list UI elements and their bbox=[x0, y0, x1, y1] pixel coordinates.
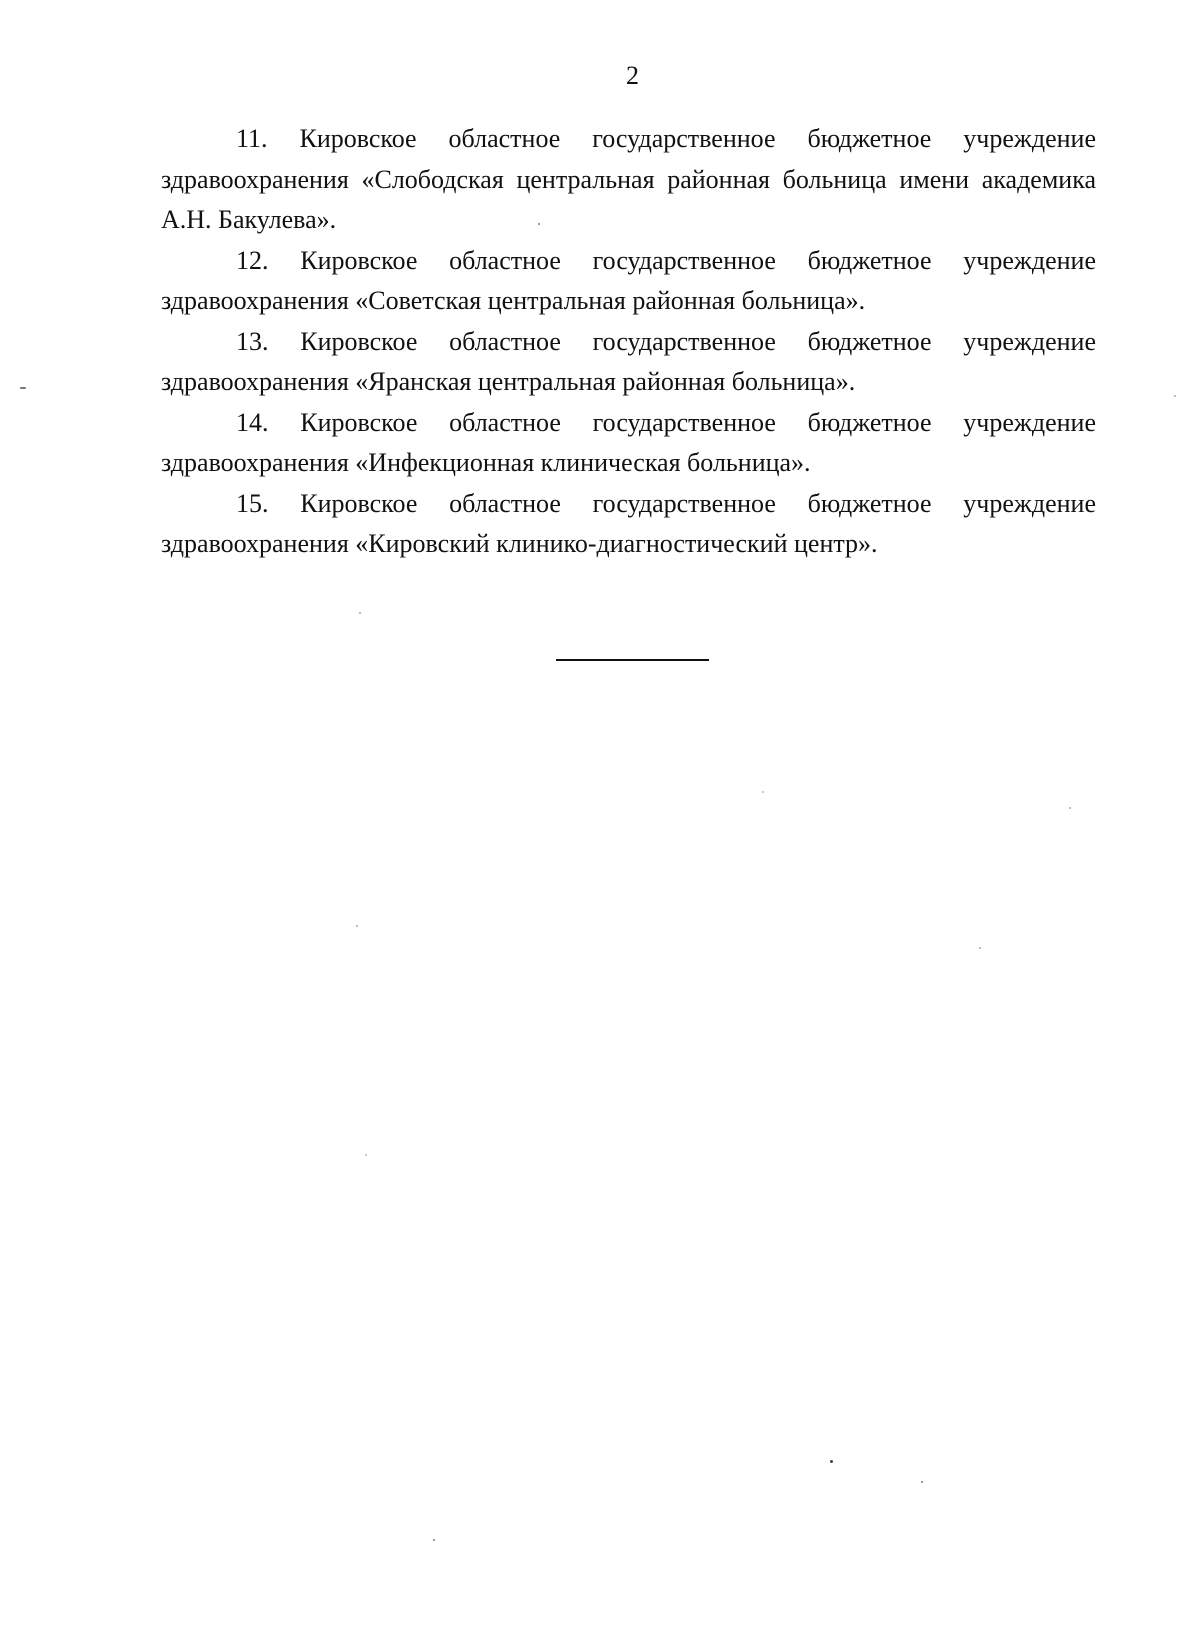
scan-speck bbox=[433, 1539, 435, 1541]
scan-speck bbox=[356, 925, 358, 927]
scan-speck bbox=[365, 1154, 367, 1156]
list-item-text: Кировское областное государственное бюджетное учреждение здравоохранения «Инфекционная клиническая больница». bbox=[161, 407, 1096, 477]
list-item-number: 14. bbox=[236, 407, 269, 437]
list-item-number: 12. bbox=[236, 245, 269, 275]
scan-speck bbox=[921, 1481, 923, 1483]
list-item-text: Кировское областное государственное бюджетное учреждение здравоохранения «Советская центральная районная больница». bbox=[161, 245, 1096, 315]
scan-speck bbox=[830, 1460, 833, 1463]
list-item-number: 11. bbox=[236, 124, 268, 153]
scan-speck bbox=[538, 223, 540, 225]
scan-speck bbox=[359, 612, 361, 614]
institution-list bbox=[161, 119, 1096, 565]
list-item-12 bbox=[161, 241, 1096, 322]
list-item-text: Кировское областное государственное бюджетное учреждение здравоохранения «Слободская центральная районная больница имени академика А.Н. Бакулева». bbox=[161, 124, 1096, 234]
scan-speck bbox=[1069, 807, 1071, 809]
list-item-13 bbox=[161, 322, 1096, 403]
page-number: 2 bbox=[626, 61, 639, 90]
list-item-14 bbox=[161, 403, 1096, 484]
scan-speck bbox=[1174, 395, 1176, 397]
list-item-15 bbox=[161, 484, 1096, 565]
scan-speck bbox=[979, 947, 981, 949]
scan-speck bbox=[20, 387, 26, 389]
list-item-text: Кировское областное государственное бюджетное учреждение здравоохранения «Яранская центральная районная больница». bbox=[161, 326, 1096, 396]
end-of-document-rule bbox=[556, 659, 709, 661]
list-item-number: 13. bbox=[236, 326, 269, 356]
scan-speck bbox=[762, 791, 764, 793]
list-item-text: Кировское областное государственное бюджетное учреждение здравоохранения «Кировский клинико-диагностический центр». bbox=[161, 488, 1096, 558]
list-item-number: 15. bbox=[236, 488, 269, 518]
list-item-11 bbox=[161, 119, 1096, 241]
